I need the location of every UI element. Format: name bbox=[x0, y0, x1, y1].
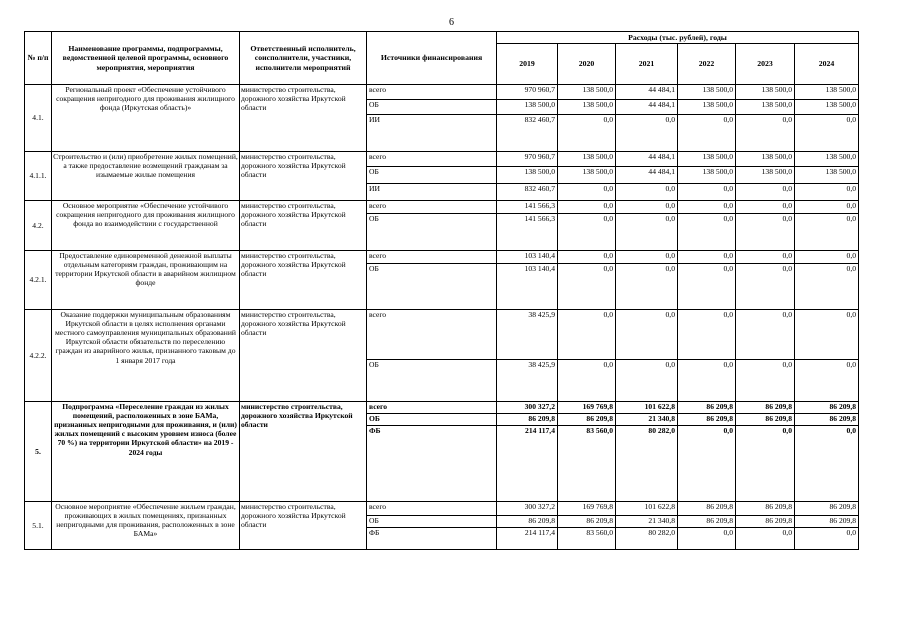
expense-value: 138 500,0 bbox=[736, 85, 795, 100]
expense-value: 38 425,9 bbox=[497, 310, 558, 360]
expense-value: 103 140,4 bbox=[497, 264, 558, 310]
row-number: 4.1. bbox=[25, 85, 52, 152]
funding-source: ИИ bbox=[367, 115, 497, 152]
expense-value: 214 117,4 bbox=[497, 426, 558, 502]
row-number: 4.2. bbox=[25, 201, 52, 251]
expense-value: 0,0 bbox=[558, 264, 616, 310]
expense-value: 138 500,0 bbox=[736, 100, 795, 115]
expense-value: 44 484,1 bbox=[616, 100, 678, 115]
expense-value: 0,0 bbox=[795, 251, 859, 264]
expense-value: 0,0 bbox=[616, 201, 678, 214]
expense-value: 0,0 bbox=[678, 426, 736, 502]
expense-value: 300 327,2 bbox=[497, 402, 558, 414]
expense-value: 86 209,8 bbox=[736, 402, 795, 414]
expense-value: 0,0 bbox=[616, 264, 678, 310]
expense-value: 970 960,7 bbox=[497, 85, 558, 100]
expense-value: 0,0 bbox=[558, 310, 616, 360]
expense-value: 83 560,0 bbox=[558, 426, 616, 502]
header-name: Наименование программы, подпрограммы, ведомственной целевой программы, основного мероприятия, мероприятия bbox=[52, 32, 240, 85]
expense-value: 44 484,1 bbox=[616, 85, 678, 100]
expense-value: 0,0 bbox=[736, 201, 795, 214]
expense-value: 86 209,8 bbox=[736, 414, 795, 426]
expense-value: 44 484,1 bbox=[616, 152, 678, 167]
expense-value: 86 209,8 bbox=[558, 516, 616, 528]
funding-source: ОБ bbox=[367, 414, 497, 426]
expense-value: 0,0 bbox=[795, 310, 859, 360]
expense-value: 86 209,8 bbox=[558, 414, 616, 426]
expense-value: 0,0 bbox=[678, 115, 736, 152]
activity-name: Региональный проект «Обеспечение устойчивого сокращения непригодного для проживания жилищного фонда (Иркутская область)» bbox=[52, 85, 240, 152]
executor: министерство строительства, дорожного хозяйства Иркутской области bbox=[240, 85, 367, 152]
expense-value: 0,0 bbox=[616, 251, 678, 264]
activity-name: Основное мероприятие «Обеспечение устойчивого сокращения непригодного для проживания жилищного фонда во взаимодействии с государственной bbox=[52, 201, 240, 251]
expense-value: 0,0 bbox=[678, 310, 736, 360]
expense-value: 21 340,8 bbox=[616, 414, 678, 426]
expense-value: 0,0 bbox=[678, 201, 736, 214]
expense-value: 0,0 bbox=[736, 264, 795, 310]
expense-value: 0,0 bbox=[736, 184, 795, 201]
executor: министерство строительства, дорожного хозяйства Иркутской области bbox=[240, 402, 367, 502]
funding-source: ИИ bbox=[367, 184, 497, 201]
row-number: 4.2.2. bbox=[25, 310, 52, 402]
expense-value: 101 622,8 bbox=[616, 402, 678, 414]
expense-value: 86 209,8 bbox=[736, 516, 795, 528]
expense-value: 138 500,0 bbox=[497, 167, 558, 184]
funding-source: всего bbox=[367, 402, 497, 414]
funding-source: ОБ bbox=[367, 214, 497, 251]
executor: министерство строительства, дорожного хозяйства Иркутской области bbox=[240, 201, 367, 251]
expense-value: 300 327,2 bbox=[497, 502, 558, 516]
table-row bbox=[25, 152, 859, 167]
expense-value: 138 500,0 bbox=[558, 100, 616, 115]
expense-value: 0,0 bbox=[795, 115, 859, 152]
expense-value: 0,0 bbox=[558, 251, 616, 264]
expense-value: 0,0 bbox=[616, 184, 678, 201]
expense-value: 0,0 bbox=[795, 264, 859, 310]
header-source: Источники финансирования bbox=[367, 32, 497, 85]
funding-source: всего bbox=[367, 251, 497, 264]
expense-value: 138 500,0 bbox=[678, 85, 736, 100]
expense-value: 138 500,0 bbox=[736, 152, 795, 167]
funding-source: всего bbox=[367, 310, 497, 360]
expense-value: 86 209,8 bbox=[497, 516, 558, 528]
expense-value: 86 209,8 bbox=[795, 516, 859, 528]
table-row bbox=[25, 201, 859, 214]
expense-value: 0,0 bbox=[616, 115, 678, 152]
row-number: 4.1.1. bbox=[25, 152, 52, 201]
table-body bbox=[25, 85, 859, 550]
expense-value: 0,0 bbox=[736, 426, 795, 502]
expense-value: 832 460,7 bbox=[497, 115, 558, 152]
expense-value: 138 500,0 bbox=[497, 100, 558, 115]
funding-source: всего bbox=[367, 85, 497, 100]
funding-source: ФБ bbox=[367, 426, 497, 502]
expense-value: 0,0 bbox=[736, 310, 795, 360]
expense-value: 86 209,8 bbox=[678, 516, 736, 528]
expense-value: 86 209,8 bbox=[678, 502, 736, 516]
expense-value: 138 500,0 bbox=[678, 100, 736, 115]
page-number: 6 bbox=[449, 17, 454, 28]
expense-value: 0,0 bbox=[678, 184, 736, 201]
header-year: 2021 bbox=[616, 44, 678, 85]
funding-source: всего bbox=[367, 152, 497, 167]
expense-value: 0,0 bbox=[678, 214, 736, 251]
activity-name: Оказание поддержки муниципальным образованиям Иркутской области в целях исполнения органами местного самоуправления муниципальных образований Иркутской области обязательств по переселению граждан из аварийного жилья, признанного таковым до 1 января 2017 года bbox=[52, 310, 240, 402]
activity-name: Подпрограмма «Переселение граждан из жилых помещений, расположенных в зоне БАМа, признанных непригодными для проживания, и (или) жилых помещений с высоким уровнем износа (более 70 %) на территории Иркутской области» на 2019 - 2024 годы bbox=[52, 402, 240, 502]
expense-value: 0,0 bbox=[795, 201, 859, 214]
expense-value: 138 500,0 bbox=[795, 85, 859, 100]
expense-value: 86 209,8 bbox=[736, 502, 795, 516]
header-expenses: Расходы (тыс. рублей), годы bbox=[497, 32, 859, 44]
expense-value: 169 769,8 bbox=[558, 502, 616, 516]
executor: министерство строительства, дорожного хозяйства Иркутской области bbox=[240, 502, 367, 550]
expense-value: 80 282,0 bbox=[616, 426, 678, 502]
table-row bbox=[25, 85, 859, 100]
expense-value: 0,0 bbox=[616, 310, 678, 360]
expense-value: 169 769,8 bbox=[558, 402, 616, 414]
expense-value: 0,0 bbox=[678, 528, 736, 550]
header-num: № п/п bbox=[25, 32, 52, 85]
activity-name: Предоставление единовременной денежной выплаты отдельным категориям граждан, проживающим на территории Иркутской области в аварийном жилищном фонде bbox=[52, 251, 240, 310]
expense-value: 138 500,0 bbox=[558, 85, 616, 100]
expense-value: 86 209,8 bbox=[795, 414, 859, 426]
expense-value: 138 500,0 bbox=[795, 167, 859, 184]
expense-value: 0,0 bbox=[795, 214, 859, 251]
row-number: 4.2.1. bbox=[25, 251, 52, 310]
executor: министерство строительства, дорожного хозяйства Иркутской области bbox=[240, 310, 367, 402]
expense-value: 80 282,0 bbox=[616, 528, 678, 550]
expense-value: 83 560,0 bbox=[558, 528, 616, 550]
expense-value: 21 340,8 bbox=[616, 516, 678, 528]
row-number: 5. bbox=[25, 402, 52, 502]
expense-value: 832 460,7 bbox=[497, 184, 558, 201]
executor: министерство строительства, дорожного хозяйства Иркутской области bbox=[240, 251, 367, 310]
expense-value: 101 622,8 bbox=[616, 502, 678, 516]
expense-value: 0,0 bbox=[736, 214, 795, 251]
header-executor: Ответственный исполнитель, соисполнители, участники, исполнители мероприятий bbox=[240, 32, 367, 85]
expense-value: 86 209,8 bbox=[678, 402, 736, 414]
header-year: 2019 bbox=[497, 44, 558, 85]
expense-value: 0,0 bbox=[558, 115, 616, 152]
expense-value: 0,0 bbox=[736, 360, 795, 402]
funding-source: ОБ bbox=[367, 264, 497, 310]
funding-source: ФБ bbox=[367, 528, 497, 550]
expense-value: 0,0 bbox=[795, 528, 859, 550]
expense-value: 138 500,0 bbox=[736, 167, 795, 184]
expense-value: 0,0 bbox=[795, 184, 859, 201]
expense-value: 86 209,8 bbox=[795, 402, 859, 414]
funding-source: ОБ bbox=[367, 167, 497, 184]
expense-value: 0,0 bbox=[558, 184, 616, 201]
expense-value: 0,0 bbox=[795, 360, 859, 402]
executor: министерство строительства, дорожного хозяйства Иркутской области bbox=[240, 152, 367, 201]
expense-value: 0,0 bbox=[678, 264, 736, 310]
expense-value: 0,0 bbox=[558, 360, 616, 402]
expense-value: 86 209,8 bbox=[795, 502, 859, 516]
header-year: 2024 bbox=[795, 44, 859, 85]
expense-value: 103 140,4 bbox=[497, 251, 558, 264]
header-year: 2022 bbox=[678, 44, 736, 85]
expense-value: 970 960,7 bbox=[497, 152, 558, 167]
expense-value: 0,0 bbox=[736, 528, 795, 550]
expense-value: 0,0 bbox=[558, 214, 616, 251]
expense-value: 138 500,0 bbox=[558, 152, 616, 167]
header-year: 2020 bbox=[558, 44, 616, 85]
table-row bbox=[25, 251, 859, 264]
expense-value: 0,0 bbox=[678, 251, 736, 264]
expense-value: 138 500,0 bbox=[795, 100, 859, 115]
expense-value: 0,0 bbox=[558, 201, 616, 214]
expense-value: 0,0 bbox=[616, 360, 678, 402]
table-row bbox=[25, 310, 859, 360]
activity-name: Строительство и (или) приобретение жилых помещений, а также предоставление возмещений гражданам за изымаемые жилые помещения bbox=[52, 152, 240, 201]
expense-value: 86 209,8 bbox=[678, 414, 736, 426]
expense-value: 0,0 bbox=[678, 360, 736, 402]
table-row bbox=[25, 502, 859, 516]
expense-value: 0,0 bbox=[795, 426, 859, 502]
expense-value: 141 566,3 bbox=[497, 214, 558, 251]
expense-value: 141 566,3 bbox=[497, 201, 558, 214]
expense-value: 0,0 bbox=[736, 115, 795, 152]
expense-value: 86 209,8 bbox=[497, 414, 558, 426]
funding-source: ОБ bbox=[367, 516, 497, 528]
expense-value: 0,0 bbox=[616, 214, 678, 251]
funding-source: ОБ bbox=[367, 360, 497, 402]
expense-value: 138 500,0 bbox=[678, 152, 736, 167]
funding-source: всего bbox=[367, 502, 497, 516]
header-year: 2023 bbox=[736, 44, 795, 85]
expense-value: 138 500,0 bbox=[558, 167, 616, 184]
activity-name: Основное мероприятие «Обеспечение жильем граждан, проживающих в жилых помещениях, признанных непригодными для проживания, расположенных в зоне БАМа» bbox=[52, 502, 240, 550]
expense-value: 214 117,4 bbox=[497, 528, 558, 550]
expense-value: 138 500,0 bbox=[795, 152, 859, 167]
expense-value: 38 425,9 bbox=[497, 360, 558, 402]
expense-value: 138 500,0 bbox=[678, 167, 736, 184]
row-number: 5.1. bbox=[25, 502, 52, 550]
funding-source: ОБ bbox=[367, 100, 497, 115]
table-row bbox=[25, 402, 859, 414]
expense-value: 0,0 bbox=[736, 251, 795, 264]
expense-value: 44 484,1 bbox=[616, 167, 678, 184]
funding-source: всего bbox=[367, 201, 497, 214]
funding-table bbox=[24, 31, 859, 550]
